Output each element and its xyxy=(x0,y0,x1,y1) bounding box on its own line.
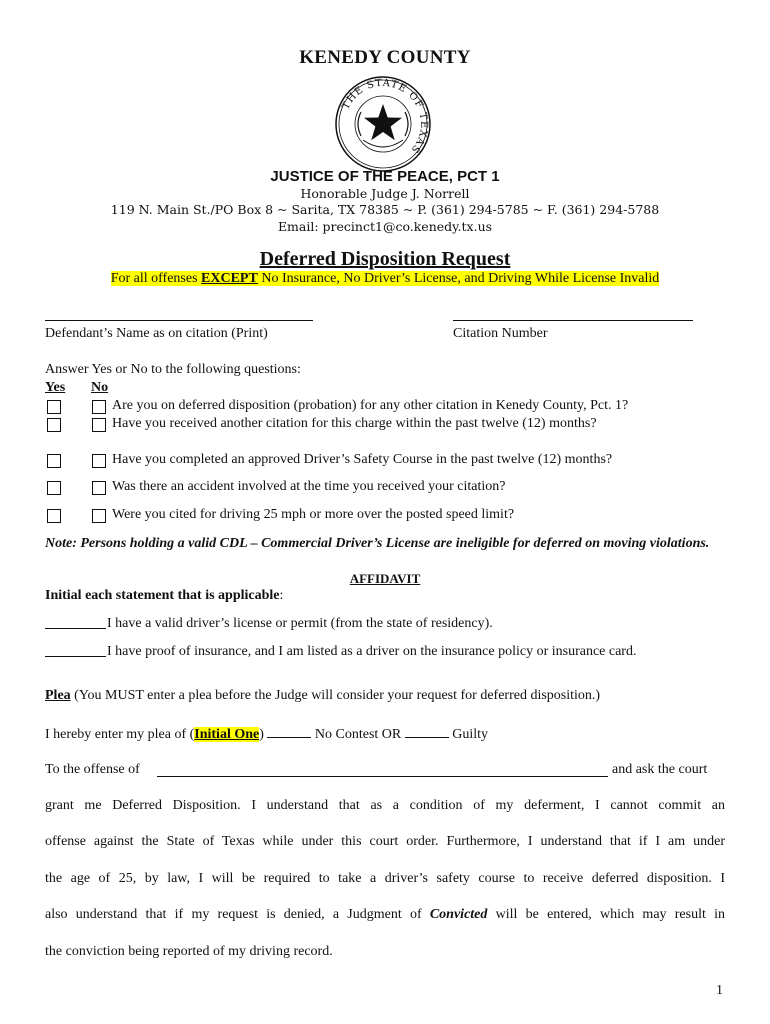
question-1: Are you on deferred disposition (probation) for any other citation in Kenedy County, Pct. 1? xyxy=(112,398,629,413)
plea-text-line: also understand that if my request is denied, a Judgment of Convicted will be entered, which may result in xyxy=(45,907,725,922)
offense-scope: For all offenses EXCEPT No Insurance, No Driver’s License, and Driving While License Invalid xyxy=(110,271,660,286)
plea-entry: I hereby enter my plea of (Initial One) No Contest OR Guilty xyxy=(45,727,489,742)
state-seal-icon xyxy=(333,74,433,174)
no-header: No xyxy=(91,380,109,395)
plea-text-line: grant me Deferred Disposition. I understand that as a condition of my deferment, I cannot commit an xyxy=(45,798,725,813)
q3-yes-checkbox[interactable] xyxy=(47,454,61,468)
q4-no-checkbox[interactable] xyxy=(92,481,106,495)
svg-text:THE STATE OF TEXAS: THE STATE OF TEXAS xyxy=(340,77,430,156)
q3-no-checkbox[interactable] xyxy=(92,454,106,468)
guilty-initial-field[interactable] xyxy=(405,725,449,738)
affidavit-initial-1[interactable] xyxy=(45,614,106,629)
q1-yes-checkbox[interactable] xyxy=(47,400,61,414)
court-email: Email: precinct1@co.kenedy.tx.us xyxy=(277,219,493,234)
citation-number-label: Citation Number xyxy=(453,326,548,341)
no-contest-initial-field[interactable] xyxy=(267,725,311,738)
defendant-name-label: Defendant’s Name as on citation (Print) xyxy=(45,326,268,341)
affidavit-title: AFFIDAVIT xyxy=(349,571,421,586)
question-5: Were you cited for driving 25 mph or more over the posted speed limit? xyxy=(112,507,515,522)
yes-header: Yes xyxy=(45,380,66,395)
plea-heading: Plea (You MUST enter a plea before the Judge will consider your request for deferred disposition.) xyxy=(45,688,601,703)
affidavit-statement-2: I have proof of insurance, and I am listed as a driver on the insurance policy or insurance card. xyxy=(107,644,637,659)
offense-line-label: To the offense of xyxy=(45,762,140,777)
q4-yes-checkbox[interactable] xyxy=(47,481,61,495)
affidavit-statement-1: I have a valid driver’s license or permit (from the state of residency). xyxy=(107,616,493,631)
citation-number-line[interactable] xyxy=(453,320,693,321)
questions-instructions: Answer Yes or No to the following questions: xyxy=(45,362,301,377)
affidavit-initial-2[interactable] xyxy=(45,642,106,657)
question-4: Was there an accident involved at the time you received your citation? xyxy=(112,479,506,494)
q2-yes-checkbox[interactable] xyxy=(47,418,61,432)
plea-text-line: the age of 25, by law, I will be required to take a driver’s safety course to receive deferred disposition. I xyxy=(45,871,725,886)
form-title: Deferred Disposition Request xyxy=(259,248,511,270)
affidavit-instruction: Initial each statement that is applicable: xyxy=(45,588,284,603)
plea-text-line: offense against the State of Texas while under this court order. Furthermore, I understand that if I am under xyxy=(45,834,725,849)
court-name: JUSTICE OF THE PEACE, PCT 1 xyxy=(270,168,500,185)
page-number: 1 xyxy=(716,983,723,998)
q5-yes-checkbox[interactable] xyxy=(47,509,61,523)
offense-field[interactable] xyxy=(157,776,608,777)
offense-line-suffix: and ask the court xyxy=(612,762,708,777)
q5-no-checkbox[interactable] xyxy=(92,509,106,523)
court-address: 119 N. Main St./PO Box 8 ~ Sarita, TX 78385 ~ P. (361) 294-5785 ~ F. (361) 294-5788 xyxy=(110,202,660,217)
county-title: KENEDY COUNTY xyxy=(299,47,471,68)
defendant-name-line[interactable] xyxy=(45,320,313,321)
question-3: Have you completed an approved Driver’s Safety Course in the past twelve (12) months? xyxy=(112,452,613,467)
q2-no-checkbox[interactable] xyxy=(92,418,106,432)
plea-text-last-line: the conviction being reported of my driving record. xyxy=(45,944,333,959)
judge-name: Honorable Judge J. Norrell xyxy=(300,186,470,201)
question-2: Have you received another citation for this charge within the past twelve (12) months? xyxy=(112,416,597,431)
cdl-note: Note: Persons holding a valid CDL – Commercial Driver’s License are ineligible for deferred on moving violations. xyxy=(45,536,710,551)
q1-no-checkbox[interactable] xyxy=(92,400,106,414)
